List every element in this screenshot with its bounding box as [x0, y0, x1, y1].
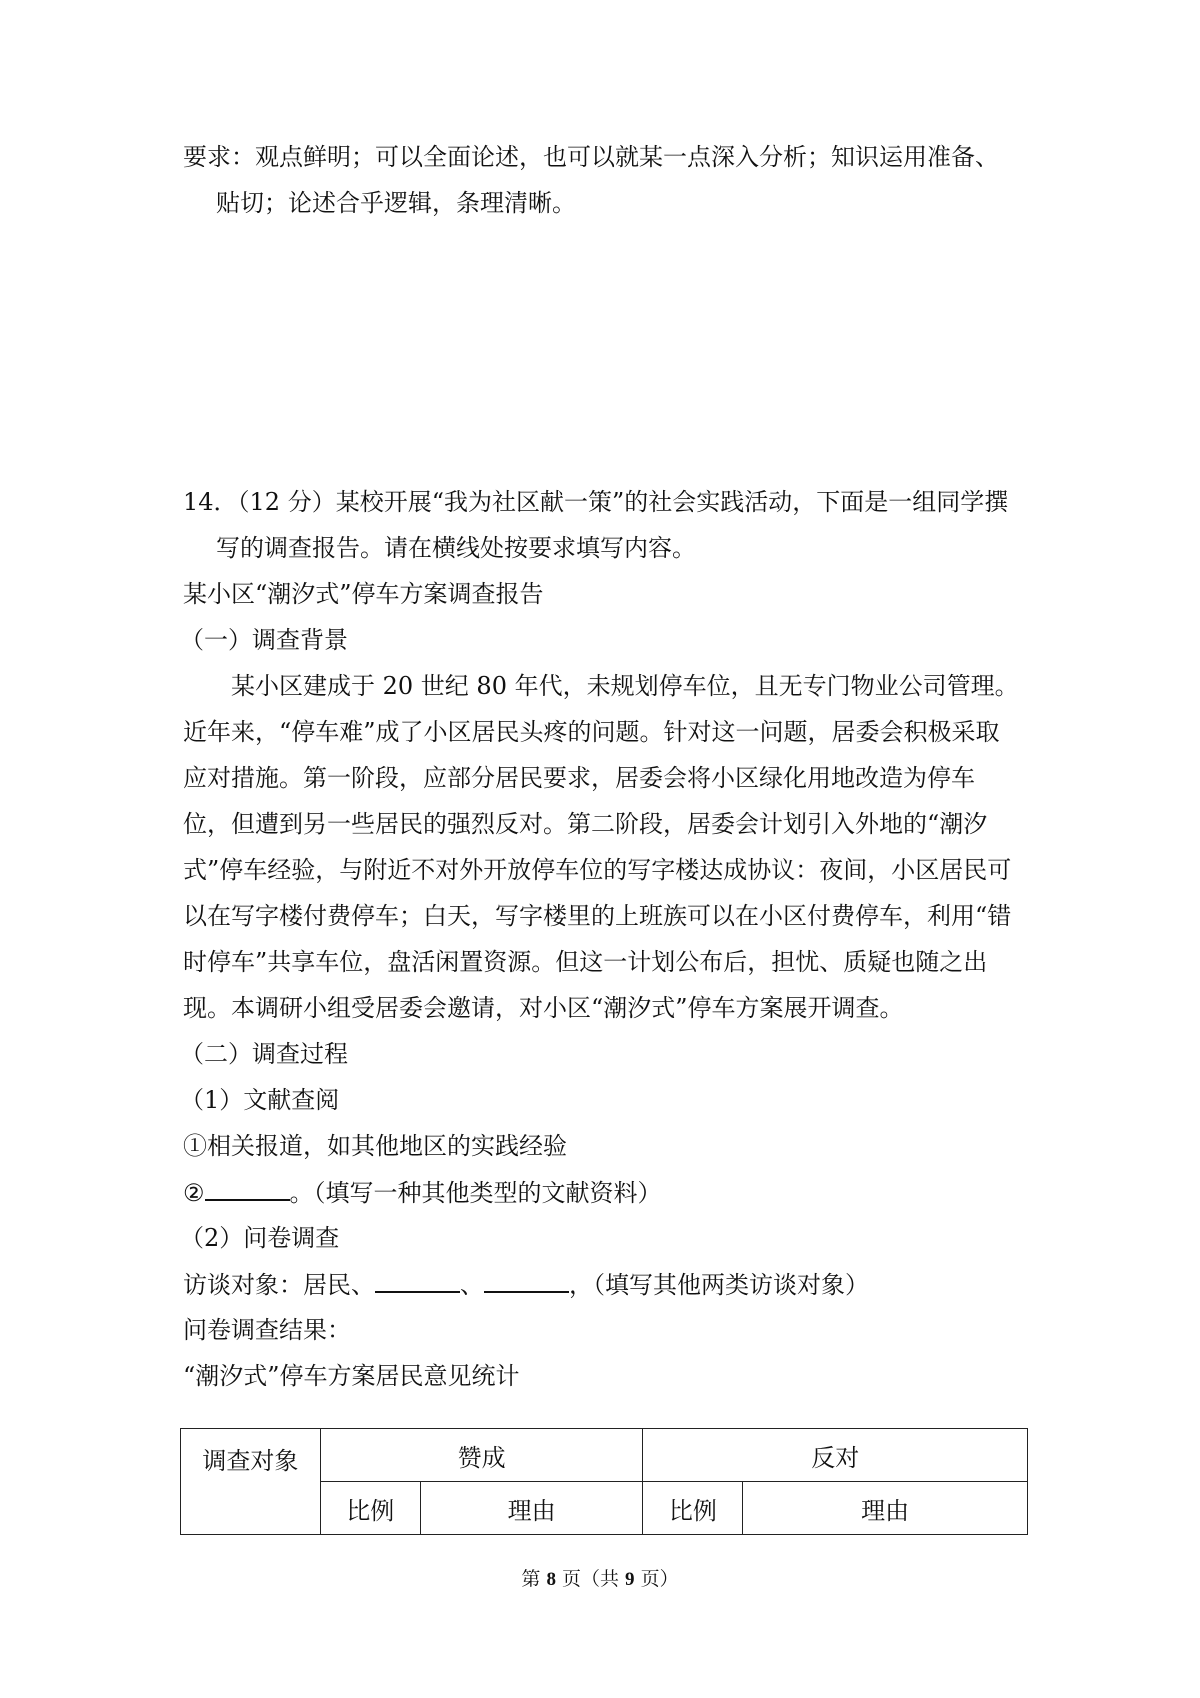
header-agree: 赞成 [320, 1429, 643, 1482]
footer-middle: 页（共 [555, 1568, 626, 1590]
interview-instruction: ，（填写其他两类访谈对象） [569, 1271, 869, 1299]
background-line-1: 某小区建成于 20 世纪 80 年代，未规划停车位，且无专门物业公司管理。 [231, 672, 1019, 700]
background-line-7: 时停车”共享车位，盘活闲置资源。但这一计划公布后，担忧、质疑也随之出 [183, 948, 988, 976]
results-label: 问卷调查结果： [183, 1316, 351, 1344]
footer-suffix: 页） [634, 1568, 679, 1590]
item-2-marker: ② [183, 1179, 205, 1207]
subsection-2-heading: （2）问卷调查 [180, 1224, 340, 1252]
table-header-row [181, 1429, 1028, 1482]
header-oppose-ratio: 比例 [643, 1482, 743, 1535]
literature-item-2 [183, 1177, 662, 1208]
background-line-8: 现。本调研小组受居委会邀请，对小区“潮汐式”停车方案展开调查。 [183, 994, 904, 1022]
footer-prefix: 第 [521, 1568, 547, 1590]
interview-prefix: 访谈对象：居民、 [183, 1271, 375, 1299]
answer-blank-literature[interactable] [205, 1177, 290, 1201]
question-14-line-2: 写的调查报告。请在横线处按要求填写内容。 [216, 534, 696, 562]
background-line-4: 位，但遭到另一些居民的强烈反对。第二阶段，居委会计划引入外地的“潮汐 [183, 810, 988, 838]
background-line-2: 近年来，“停车难”成了小区居民头疼的问题。针对这一问题，居委会积极采取 [183, 718, 1000, 746]
requirement-line-1: 要求：观点鲜明；可以全面论述，也可以就某一点深入分析；知识运用准备、 [183, 143, 999, 171]
background-line-6: 以在写字楼付费停车；白天，写字楼里的上班族可以在小区付费停车，利用“错 [183, 902, 1012, 930]
background-line-3: 应对措施。第一阶段，应部分居民要求，居委会将小区绿化用地改造为停车 [183, 764, 975, 792]
table-caption: “潮汐式”停车方案居民意见统计 [183, 1362, 520, 1390]
interview-separator: 、 [460, 1271, 484, 1299]
requirement-line-2: 贴切；论述合乎逻辑，条理清晰。 [216, 189, 576, 217]
background-line-5: 式”停车经验，与附近不对外开放停车位的写字楼达成协议：夜间，小区居民可 [183, 856, 1012, 884]
answer-blank-interviewee-1[interactable] [375, 1269, 460, 1293]
section-2-heading: （二）调查过程 [180, 1040, 348, 1068]
header-survey-subject: 调查对象 [181, 1429, 321, 1535]
question-14-line-1: 14．（12 分）某校开展“我为社区献一策”的社会实践活动，下面是一组同学撰 [183, 488, 1009, 516]
section-1-heading: （一）调查背景 [180, 626, 348, 654]
header-agree-ratio: 比例 [320, 1482, 420, 1535]
answer-blank-interviewee-2[interactable] [484, 1269, 569, 1293]
survey-results-table [180, 1428, 1028, 1535]
header-agree-reason: 理由 [420, 1482, 643, 1535]
literature-item-1: ①相关报道，如其他地区的实践经验 [183, 1132, 567, 1160]
header-oppose: 反对 [643, 1429, 1028, 1482]
interview-targets [183, 1269, 869, 1300]
footer-total-pages: 9 [625, 1569, 635, 1590]
footer-page-number: 8 [546, 1569, 556, 1590]
item-2-instruction: 。（填写一种其他类型的文献资料） [289, 1179, 662, 1207]
page-footer [0, 1564, 1200, 1591]
report-title: 某小区“潮汐式”停车方案调查报告 [183, 580, 544, 608]
subsection-1-heading: （1）文献查阅 [180, 1086, 340, 1114]
header-oppose-reason: 理由 [743, 1482, 1028, 1535]
